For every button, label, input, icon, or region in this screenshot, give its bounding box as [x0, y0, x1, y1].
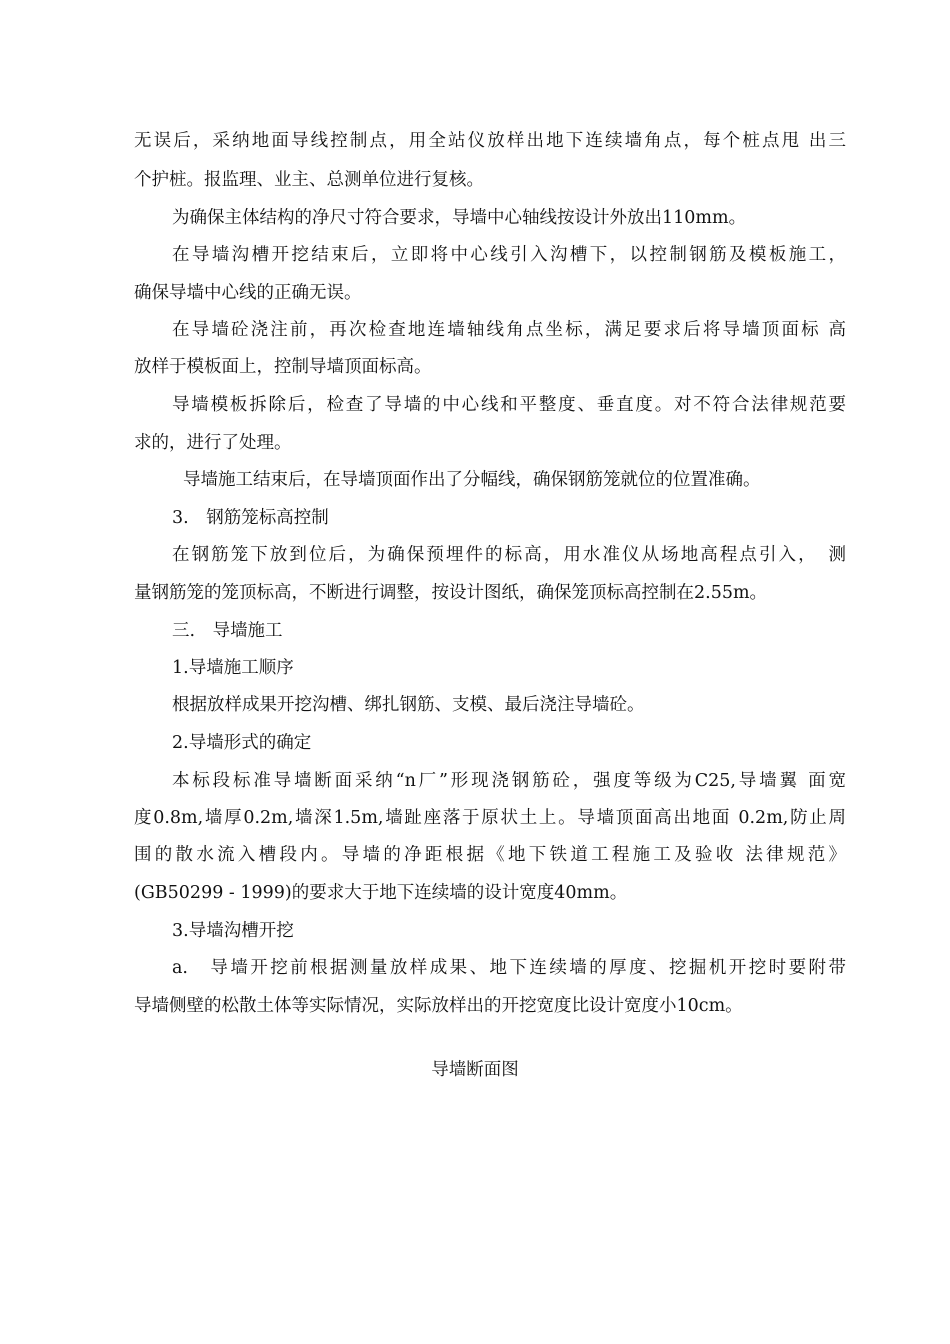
text-line: 为确保主体结构的净尺寸符合要求，导墙中心轴线按设计外放出110mm。 [172, 208, 747, 228]
section-heading: 三. 导墙施工 [172, 621, 283, 641]
text-line: 求的，进行了处理。 [134, 433, 292, 453]
text-line: 量钢筋笼的笼顶标高，不断进行调整，按设计图纸，确保笼顶标高控制在2.55m。 [134, 583, 768, 603]
figure-caption: 导墙断面图 [431, 1060, 519, 1080]
text-line: a. 导墙开挖前根据测量放样成果、地下连续墙的厚度、挖掘机开挖时要附带 [172, 958, 846, 978]
section-heading: 3. 钢筋笼标高控制 [172, 508, 329, 528]
text-line: 无误后，采纳地面导线控制点，用全站仪放样出地下连续墙角点，每个桩点甩 出三 [134, 131, 846, 151]
text-line: 导墙模板拆除后，检查了导墙的中心线和平整度、垂直度。对不符合法律规范要 [172, 395, 846, 415]
text-line: 确保导墙中心线的正确无误。 [134, 283, 362, 303]
section-heading: 2.导墙形式的确定 [172, 733, 312, 753]
text-line: (GB50299 - 1999)的要求大于地下连续墙的设计宽度40mm。 [134, 883, 628, 903]
text-line: 在钢筋笼下放到位后，为确保预埋件的标高，用水准仪从场地高程点引入， 测 [172, 545, 846, 565]
text-line: 围的散水流入槽段内。导墙的净距根据《地下铁道工程施工及验收 法律规范》 [134, 845, 846, 865]
text-line: 个护桩。报监理、业主、总测单位进行复核。 [134, 170, 484, 190]
text-line: 根据放样成果开挖沟槽、绑扎钢筋、支模、最后浇注导墙砼。 [172, 695, 645, 715]
text-line: 放样于模板面上，控制导墙顶面标高。 [134, 357, 432, 377]
text-line: 度0.8m,墙厚0.2m,墙深1.5m,墙趾座落于原状土上。导墙顶面高出地面 0.2m,防止周 [134, 808, 846, 828]
section-heading: 1.导墙施工顺序 [172, 658, 294, 678]
text-line: 本标段标准导墙断面采纳“n厂”形现浇钢筋砼，强度等级为C25,导墙翼 面宽 [172, 771, 846, 791]
text-line: 导墙施工结束后，在导墙顶面作出了分幅线，确保钢筋笼就位的位置准确。 [183, 470, 761, 490]
text-line: 导墙侧壁的松散土体等实际情况，实际放样出的开挖宽度比设计宽度小10cm。 [134, 996, 743, 1016]
section-heading: 3.导墙沟槽开挖 [172, 921, 294, 941]
text-line: 在导墙砼浇注前，再次检查地连墙轴线角点坐标，满足要求后将导墙顶面标 高 [172, 320, 846, 340]
text-line: 在导墙沟槽开挖结束后，立即将中心线引入沟槽下，以控制钢筋及模板施工， [172, 245, 846, 265]
